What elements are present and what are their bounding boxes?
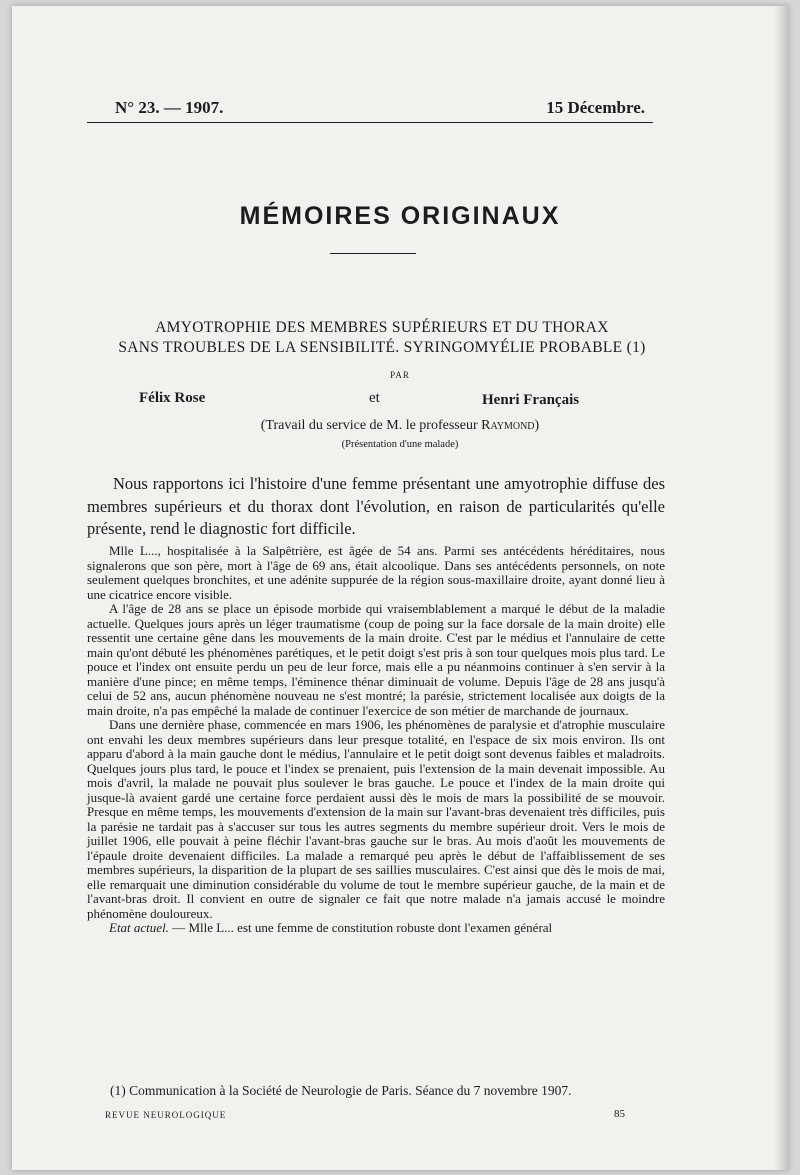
issue-number: N° 23. — 1907. bbox=[115, 98, 224, 117]
article-title-line-1: AMYOTROPHIE DES MEMBRES SUPÉRIEURS ET DU THORAX bbox=[155, 319, 609, 336]
by-line: PAR bbox=[390, 370, 410, 380]
author-rose: Félix Rose bbox=[139, 390, 206, 406]
article-body bbox=[87, 544, 665, 936]
intro-paragraph: Nous rapportons ici l'histoire d'une femme présentant une amyotrophie diffuse des membres supérieurs et du thorax dont l'évolution, en raison de particularités qu'elle présente, rend le diagnostic fort difficile. bbox=[87, 474, 665, 538]
authors bbox=[12, 390, 788, 414]
page-header bbox=[87, 96, 653, 123]
etat-text: — Mlle L... est une femme de constitution robuste dont l'examen général bbox=[168, 920, 553, 935]
author-francais: Henri Français bbox=[482, 392, 580, 408]
paragraph-derniere-phase: Dans une dernière phase, commencée en mars 1906, les phénomènes de paralysie et d'atrophie musculaire ont envahi les deux membres supérieurs dans leur presque totalité, en l'espace de six mois environ. Ils ont apparu d'abord à la main gauche dont le médius, l'annulaire et le petit doigt sont devenus faibles et maladroits. Quelques jours plus tard, le pouce et l'index se prenaient, puis l'extension de la main devenait impossible. Au mois d'avril, la malade ne pouvait plus soulever le bras gauche. Le pouce et l'index de la main droite qui jusque-là avaient gardé une certaine force perdaient aussi dès le mois de mars la possibilité de se mouvoir. Presque en même temps, les mouvements d'extension de la main sur l'avant-bras devenaient très difficiles, puis la parésie ne tardait pas à s'accuser sur tous les autres segments du membre supérieur droit. Vers le mois de juillet 1906, elle pouvait à peine fléchir l'avant-bras gauche sur le bras. Au mois d'août les mouvements de l'épaule droite devenaient difficiles. La malade a remarqué peu après le début de l'affaiblissement de ses membres supérieurs, la disparition de la plupart de ses saillies musculaires. C'est ainsi que dès le mois de mai, elle remarquait une diminution considérable du volume de tout le membre supérieur gauche, de la main et de l'avant-bras droit. Il convient en outre de signaler ce fait que notre malade n'a jamais accusé le moindre phénomène douloureux. bbox=[87, 717, 665, 921]
paragraph-etat-actuel bbox=[87, 921, 665, 936]
journal-page bbox=[12, 6, 788, 1170]
service-note bbox=[12, 418, 788, 434]
paragraph-antecedents: Mlle L..., hospitalisée à la Salpêtrière, est âgée de 54 ans. Parmi ses antécédents héréditaires, nous signalerons que son père, mort à l'âge de 69 ans, était alcoolique. Dans ses antécédents personnels, on note seulement quelques bronchites, et une adénite suppurée de la région sous-maxillaire droite, ayant donné lieu à une cicatrice encore visible. bbox=[87, 543, 665, 602]
journal-name: REVUE NEUROLOGIQUE bbox=[105, 1110, 227, 1120]
professor-name: Raymond bbox=[481, 418, 535, 433]
service-prefix: (Travail du service de M. le professeur bbox=[260, 418, 482, 433]
section-title: MÉMOIRES ORIGINAUX bbox=[239, 202, 561, 230]
presentation-note: (Présentation d'une malade) bbox=[341, 439, 459, 450]
page-footer bbox=[105, 1110, 625, 1130]
etat-label: Etat actuel. bbox=[109, 920, 169, 935]
article-title bbox=[82, 318, 682, 358]
paragraph-debut: A l'âge de 28 ans se place un épisode morbide qui vraisemblablement a marqué le début de la maladie actuelle. Quelques jours après un léger traumatisme (coup de poing sur la face dorsale de la main droite) elle ressentit une certaine gêne dans les mouvements de la main droite. C'est par le médius et l'annulaire de cette main qu'ont débuté les phénomènes parétiques, et le petit doigt s'est pris à son tour quelques mois plus tard. Le pouce et l'index ont ensuite perdu un peu de leur force, mais elle a pu néanmoins continuer à s'en servir à la manière d'une pince; en même temps, l'éminence thénar diminuait de volume. Depuis l'âge de 28 ans jusqu'à celui de 52 ans, aucun phénomène nouveau ne s'est montré; la parésie, strictement localisée aux doigts de la main droite, n'a pas empêché la malade de continuer l'exercice de son métier de marchande de journaux. bbox=[87, 601, 665, 718]
issue-date: 15 Décembre. bbox=[546, 98, 645, 117]
footnote: (1) Communication à la Société de Neurologie de Paris. Séance du 7 novembre 1907. bbox=[110, 1083, 572, 1098]
page-number: 85 bbox=[614, 1108, 625, 1120]
author-conjunction: et bbox=[369, 390, 380, 406]
title-divider bbox=[330, 253, 416, 254]
article-title-line-2: SANS TROUBLES DE LA SENSIBILITÉ. SYRINGOMYÉLIE PROBABLE (1) bbox=[118, 339, 646, 356]
service-suffix: ) bbox=[534, 418, 540, 433]
